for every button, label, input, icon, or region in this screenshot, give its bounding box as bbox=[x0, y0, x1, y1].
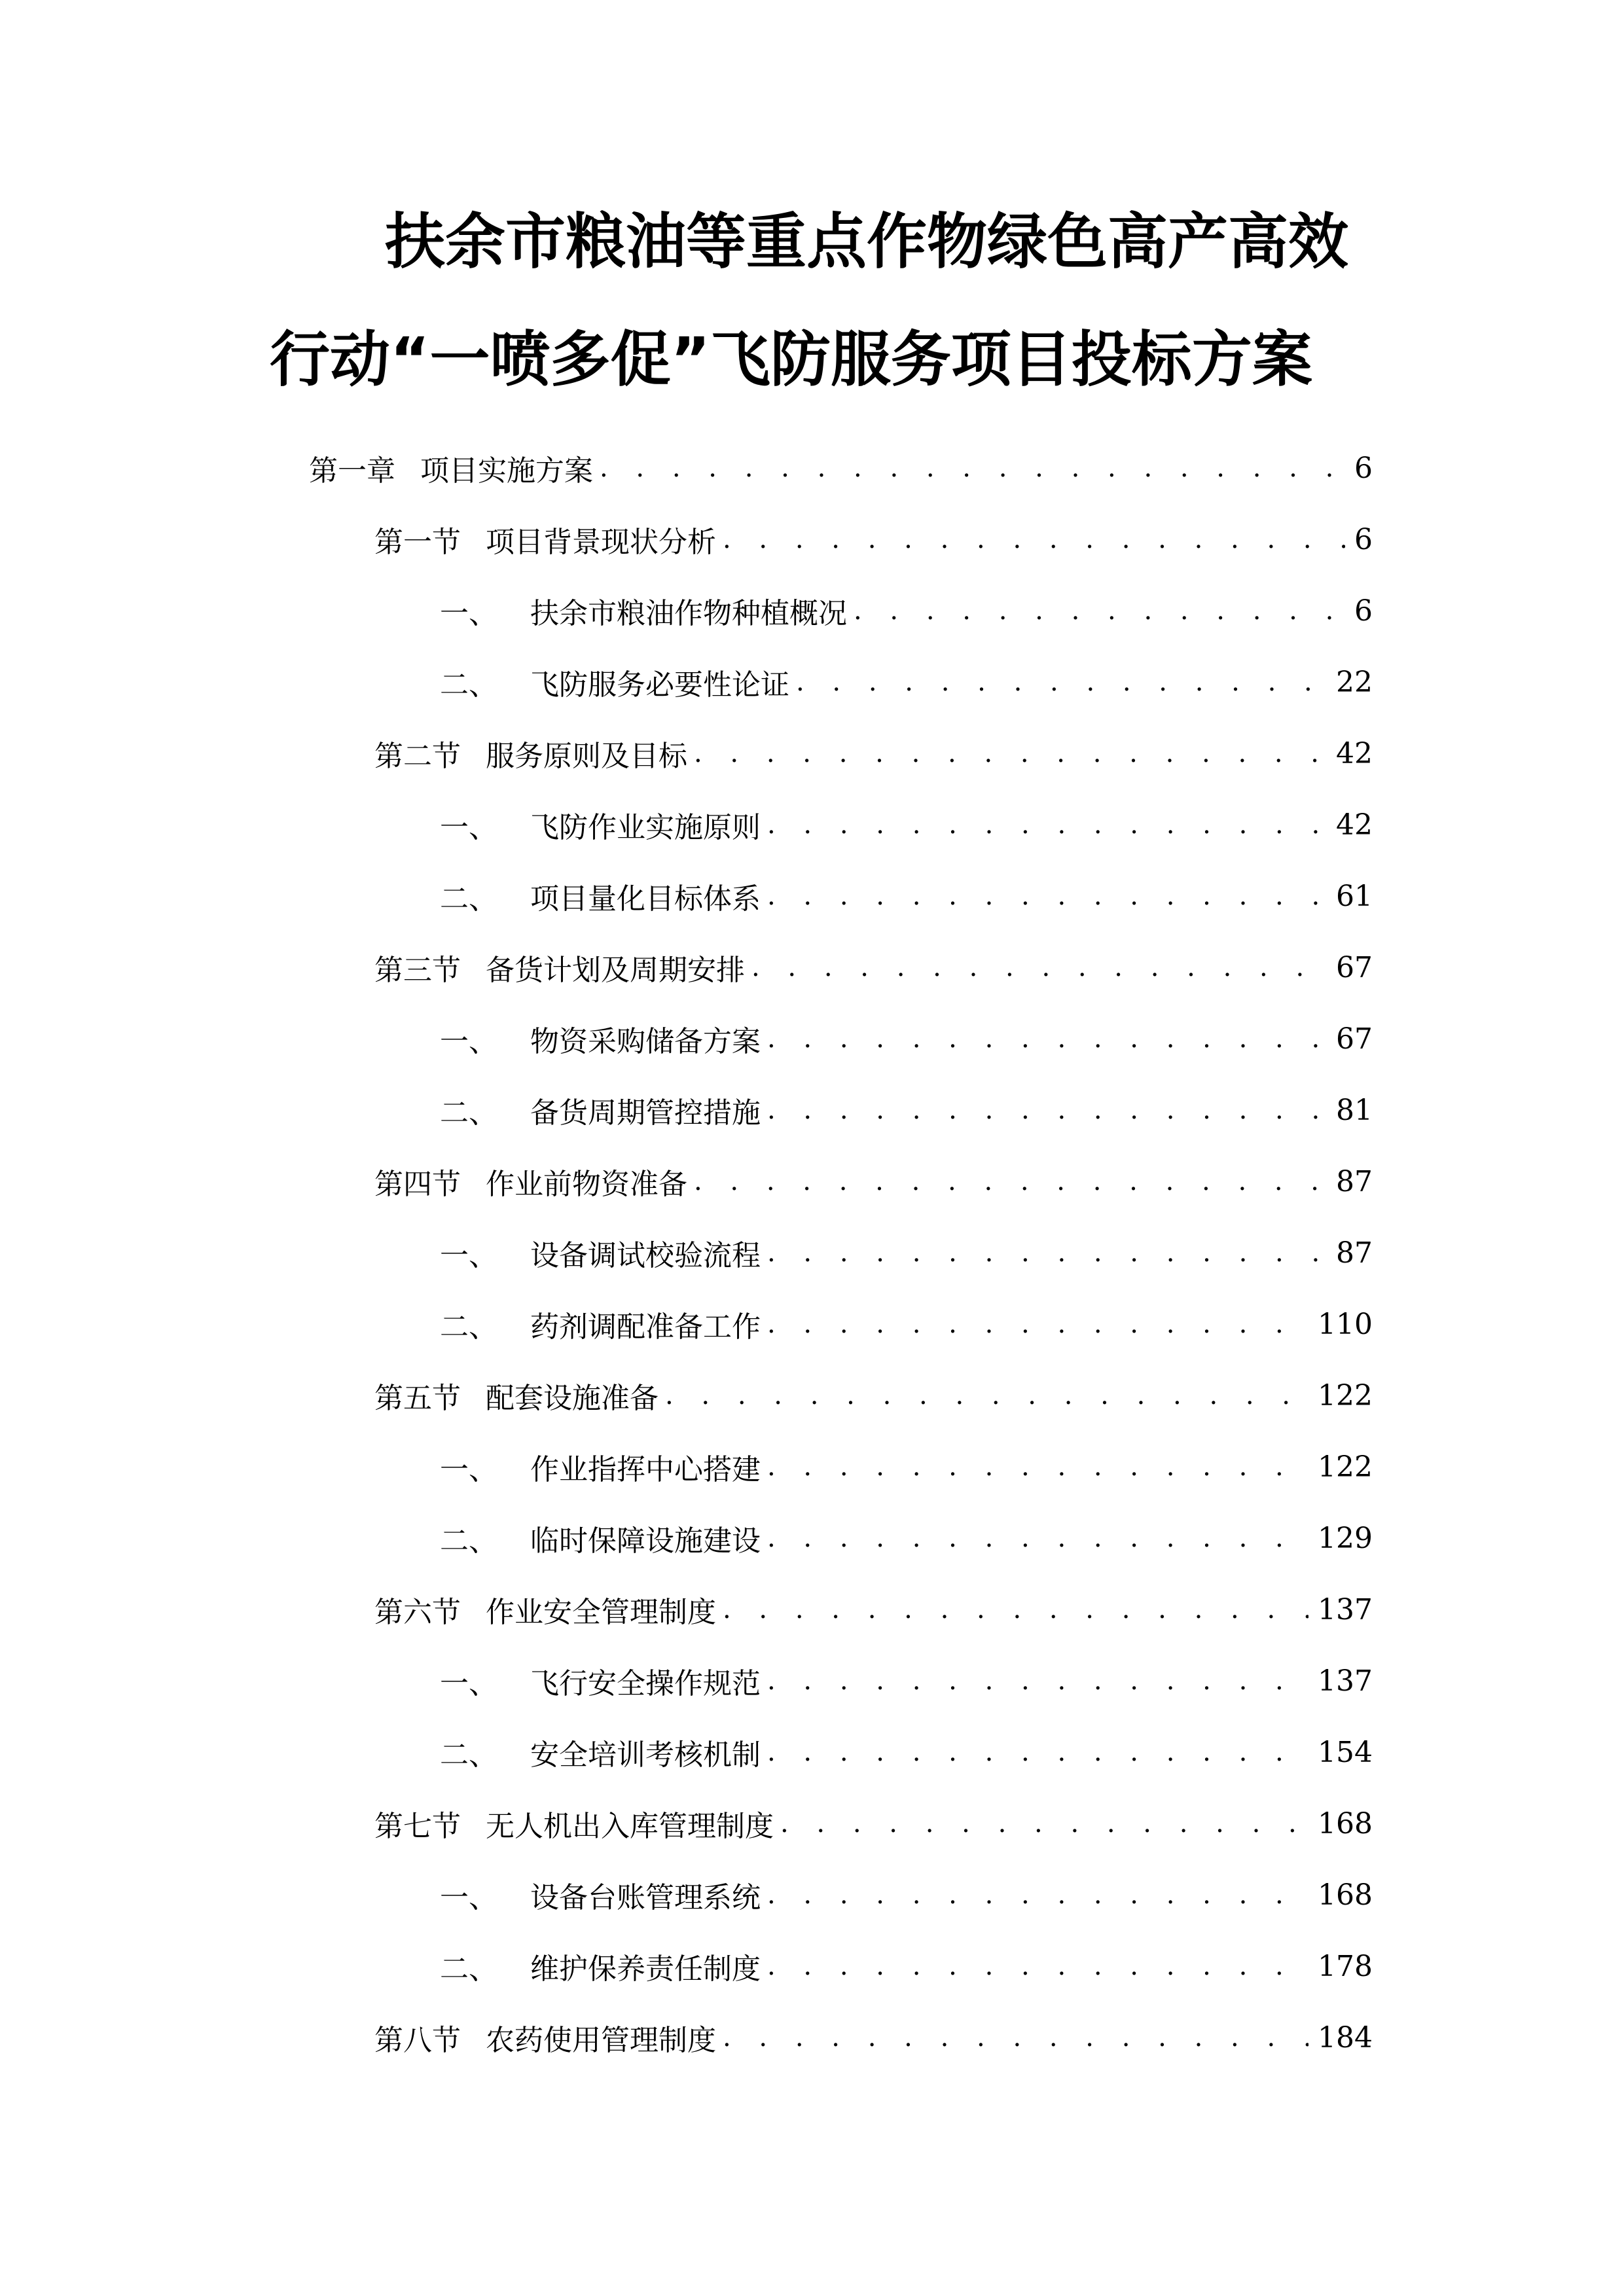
toc-entry-label bbox=[440, 1018, 767, 1060]
toc-entry-text: 作业指挥中心搭建 bbox=[530, 1453, 761, 1486]
toc-entry-label bbox=[374, 1374, 665, 1416]
toc-entry-prefix: 一、 bbox=[440, 1453, 497, 1486]
toc-entry-prefix: 一、 bbox=[440, 1881, 497, 1914]
toc-entry-text: 作业安全管理制度 bbox=[486, 1596, 716, 1629]
toc-entry[interactable] bbox=[440, 575, 1373, 647]
toc-leader-dots bbox=[767, 1523, 1308, 1553]
toc-entry-label bbox=[440, 661, 796, 703]
toc-entry[interactable] bbox=[374, 2001, 1373, 2073]
toc-leader-dots bbox=[767, 1737, 1308, 1767]
toc-entry-page-number: 67 bbox=[1336, 950, 1373, 984]
toc-entry-prefix: 二、 bbox=[440, 1524, 497, 1558]
toc-entry[interactable] bbox=[374, 931, 1373, 1003]
toc-entry-label bbox=[374, 732, 694, 774]
toc-leader-dots bbox=[723, 1594, 1308, 1624]
toc-entry-label bbox=[440, 1446, 767, 1488]
toc-entry[interactable] bbox=[440, 1502, 1373, 1574]
toc-entry[interactable] bbox=[440, 789, 1373, 861]
toc-entry-page-number: 42 bbox=[1336, 736, 1373, 770]
toc-entry[interactable] bbox=[440, 1930, 1373, 2002]
toc-leader-dots bbox=[767, 1095, 1327, 1125]
toc-entry-text: 无人机出入库管理制度 bbox=[486, 1810, 774, 1843]
toc-entry-prefix: 第八节 bbox=[374, 2024, 461, 2057]
toc-entry-text: 药剂调配准备工作 bbox=[530, 1310, 761, 1344]
toc-entry-page-number: 61 bbox=[1336, 879, 1373, 913]
toc-entry-text: 项目实施方案 bbox=[420, 454, 593, 488]
toc-leader-dots bbox=[767, 1309, 1308, 1339]
toc-entry-prefix: 二、 bbox=[440, 1952, 497, 1986]
toc-entry-text: 安全培训考核机制 bbox=[530, 1738, 761, 1772]
toc-entry-page-number: 137 bbox=[1318, 1592, 1373, 1626]
toc-entry-prefix: 二、 bbox=[440, 1310, 497, 1344]
toc-entry-prefix: 二、 bbox=[440, 1096, 497, 1130]
toc-entry-label bbox=[440, 1303, 767, 1345]
toc-entry-label bbox=[440, 1660, 767, 1702]
toc-entry-page-number: 6 bbox=[1354, 451, 1373, 485]
toc-leader-dots bbox=[600, 453, 1345, 483]
toc-entry-page-number: 122 bbox=[1318, 1378, 1373, 1412]
toc-entry-prefix: 第三节 bbox=[374, 954, 461, 987]
toc-entry[interactable] bbox=[374, 503, 1373, 575]
toc-entry-prefix: 二、 bbox=[440, 1738, 497, 1772]
toc-entry-label bbox=[374, 2017, 723, 2058]
toc-entry-label bbox=[440, 875, 767, 917]
toc-leader-dots bbox=[767, 1951, 1308, 1981]
toc-entry-text: 作业前物资准备 bbox=[486, 1168, 687, 1201]
toc-entry-page-number: 154 bbox=[1318, 1735, 1373, 1769]
toc-entry-prefix: 第六节 bbox=[374, 1596, 461, 1629]
toc-entry-label bbox=[440, 1731, 767, 1773]
toc-leader-dots bbox=[767, 1666, 1308, 1696]
toc-leader-dots bbox=[780, 1808, 1308, 1839]
toc-entry-prefix: 第一章 bbox=[309, 454, 395, 488]
toc-entry-label bbox=[440, 590, 854, 632]
toc-leader-dots bbox=[767, 1452, 1308, 1482]
toc-entry-text: 项目背景现状分析 bbox=[486, 526, 716, 559]
toc-entry-label bbox=[440, 1874, 767, 1916]
toc-entry-label bbox=[374, 1803, 780, 1844]
toc-entry-prefix: 第七节 bbox=[374, 1810, 461, 1843]
toc-entry-label bbox=[374, 1588, 723, 1630]
toc-entry-prefix: 第五节 bbox=[374, 1382, 461, 1415]
toc-leader-dots bbox=[694, 738, 1327, 768]
toc-entry-page-number: 81 bbox=[1336, 1093, 1373, 1127]
toc-entry-page-number: 168 bbox=[1318, 1806, 1373, 1840]
toc-leader-dots bbox=[767, 881, 1327, 911]
toc-entry-page-number: 168 bbox=[1318, 1878, 1373, 1912]
toc-leader-dots bbox=[767, 1238, 1327, 1268]
toc-entry-page-number: 22 bbox=[1336, 665, 1373, 699]
toc-entry-text: 物资采购储备方案 bbox=[530, 1025, 761, 1058]
toc-entry-text: 备货周期管控措施 bbox=[530, 1096, 761, 1130]
toc-entry-text: 服务原则及目标 bbox=[486, 740, 687, 773]
toc-entry-prefix: 第一节 bbox=[374, 526, 461, 559]
toc-leader-dots bbox=[751, 952, 1327, 982]
toc-entry-prefix: 一、 bbox=[440, 1239, 497, 1272]
toc-entry[interactable] bbox=[374, 717, 1373, 789]
toc-entry-text: 维护保养责任制度 bbox=[530, 1952, 761, 1986]
toc-entry-text: 配套设施准备 bbox=[486, 1382, 659, 1415]
toc-entry-prefix: 一、 bbox=[440, 1667, 497, 1700]
toc-entry-text: 临时保障设施建设 bbox=[530, 1524, 761, 1558]
toc-entry-prefix: 第二节 bbox=[374, 740, 461, 773]
toc-entry[interactable] bbox=[440, 1217, 1373, 1289]
toc-entry-label bbox=[374, 1160, 694, 1202]
toc-entry-text: 扶余市粮油作物种植概况 bbox=[530, 597, 847, 630]
toc-entry-prefix: 二、 bbox=[440, 882, 497, 916]
toc-entry-prefix: 一、 bbox=[440, 597, 497, 630]
toc-entry-page-number: 178 bbox=[1318, 1949, 1373, 1983]
toc-entry-text: 备货计划及周期安排 bbox=[486, 954, 745, 987]
toc-entry[interactable] bbox=[374, 1573, 1373, 1645]
toc-entry-page-number: 6 bbox=[1354, 522, 1373, 556]
toc-entry[interactable] bbox=[309, 432, 1373, 504]
toc-entry-label bbox=[440, 1232, 767, 1274]
toc-entry-text: 农药使用管理制度 bbox=[486, 2024, 716, 2057]
toc-entry[interactable] bbox=[440, 1716, 1373, 1788]
toc-entry-text: 飞防作业实施原则 bbox=[530, 811, 761, 844]
toc-leader-dots bbox=[723, 2022, 1308, 2053]
toc-entry-text: 设备台账管理系统 bbox=[530, 1881, 761, 1914]
toc-leader-dots bbox=[854, 596, 1345, 626]
toc-leader-dots bbox=[767, 1024, 1327, 1054]
toc-entry-label bbox=[440, 804, 767, 846]
toc-entry[interactable] bbox=[374, 1145, 1373, 1217]
toc-entry-page-number: 110 bbox=[1318, 1307, 1373, 1341]
toc-entry-label bbox=[374, 946, 751, 988]
toc-entry[interactable] bbox=[440, 1003, 1373, 1075]
toc-entry-prefix: 第四节 bbox=[374, 1168, 461, 1201]
toc-leader-dots bbox=[767, 810, 1327, 840]
toc-entry-label bbox=[440, 1517, 767, 1559]
document-title-line1: 扶余市粮油等重点作物绿色高产高效 bbox=[385, 207, 1349, 277]
toc-entry-label bbox=[309, 447, 600, 489]
toc-entry[interactable] bbox=[440, 1431, 1373, 1503]
toc-entry-page-number: 87 bbox=[1336, 1164, 1373, 1198]
toc-entry[interactable] bbox=[440, 646, 1373, 718]
toc-entry-page-number: 137 bbox=[1318, 1664, 1373, 1698]
toc-entry-page-number: 87 bbox=[1336, 1236, 1373, 1270]
toc-entry-text: 设备调试校验流程 bbox=[530, 1239, 761, 1272]
toc-entry-page-number: 184 bbox=[1318, 2020, 1373, 2054]
toc-leader-dots bbox=[694, 1166, 1327, 1196]
toc-leader-dots bbox=[665, 1380, 1308, 1410]
toc-entry-page-number: 67 bbox=[1336, 1022, 1373, 1056]
toc-leader-dots bbox=[723, 524, 1345, 554]
toc-entry-text: 飞防服务必要性论证 bbox=[530, 668, 789, 702]
toc-entry[interactable] bbox=[374, 1359, 1373, 1431]
toc-entry[interactable] bbox=[374, 1787, 1373, 1859]
toc-entry-prefix: 一、 bbox=[440, 811, 497, 844]
toc-entry-text: 项目量化目标体系 bbox=[530, 882, 761, 916]
toc-entry-page-number: 122 bbox=[1318, 1450, 1373, 1484]
toc-leader-dots bbox=[796, 667, 1327, 697]
toc-entry[interactable] bbox=[440, 860, 1373, 932]
toc-entry-page-number: 129 bbox=[1318, 1521, 1373, 1555]
toc-entry-label bbox=[374, 518, 723, 560]
toc-entry[interactable] bbox=[440, 1074, 1373, 1146]
toc-entry[interactable] bbox=[440, 1645, 1373, 1717]
toc-entry-label bbox=[440, 1945, 767, 1987]
toc-entry-prefix: 二、 bbox=[440, 668, 497, 702]
toc-leader-dots bbox=[767, 1880, 1308, 1910]
toc-entry[interactable] bbox=[440, 1859, 1373, 1931]
toc-entry[interactable] bbox=[440, 1288, 1373, 1360]
toc-entry-text: 飞行安全操作规范 bbox=[530, 1667, 761, 1700]
toc-entry-prefix: 一、 bbox=[440, 1025, 497, 1058]
toc-entry-page-number: 6 bbox=[1354, 594, 1373, 628]
document-title-line2: 行动“一喷多促”飞防服务项目投标方案 bbox=[270, 325, 1312, 395]
toc-entry-page-number: 42 bbox=[1336, 808, 1373, 842]
toc-entry-label bbox=[440, 1089, 767, 1131]
